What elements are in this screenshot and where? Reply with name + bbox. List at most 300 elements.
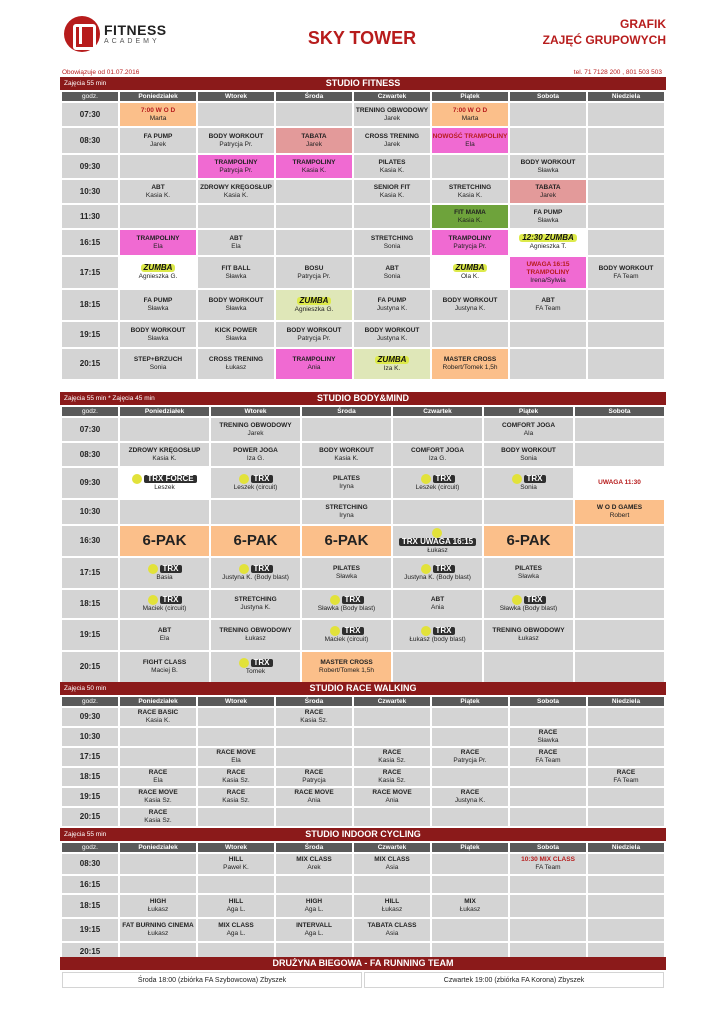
class-cell[interactable] (432, 768, 508, 786)
class-cell[interactable] (198, 205, 274, 228)
instructor-name: Justyna K. (454, 305, 486, 312)
class-cell[interactable] (484, 418, 573, 441)
class-cell[interactable] (510, 128, 586, 153)
class-cell[interactable] (120, 103, 196, 126)
class-cell[interactable] (432, 919, 508, 941)
class-cell[interactable] (276, 728, 352, 746)
class-cell[interactable] (575, 620, 664, 650)
class-cell[interactable] (510, 322, 586, 347)
class-cell[interactable] (393, 526, 482, 556)
class-cell[interactable] (354, 180, 430, 203)
class-cell[interactable] (588, 128, 664, 153)
class-cell[interactable] (588, 205, 664, 228)
class-cell[interactable] (510, 349, 586, 379)
class-cell[interactable] (120, 876, 196, 893)
class-cell[interactable] (510, 728, 586, 746)
class-cell[interactable] (198, 808, 274, 826)
class-cell[interactable] (354, 290, 430, 320)
trx-logo-icon (512, 474, 522, 484)
class-cell[interactable] (354, 103, 430, 126)
instructor-name: Łukasz (245, 635, 266, 642)
class-cell[interactable] (510, 876, 586, 893)
class-cell[interactable] (432, 788, 508, 806)
class-cell[interactable] (120, 919, 196, 941)
class-cell[interactable] (120, 526, 209, 556)
instructor-name: Kasia K. (457, 191, 483, 199)
table-row (62, 708, 664, 726)
time-cell: 17:15 (62, 257, 118, 288)
class-cell[interactable] (211, 443, 300, 466)
class-cell[interactable] (120, 290, 196, 320)
class-cell[interactable] (588, 257, 664, 288)
class-cell[interactable] (211, 590, 300, 618)
class-cell[interactable] (354, 854, 430, 874)
instructor-name: Leszek (circuit) (415, 484, 460, 491)
class-name: ABT (229, 234, 243, 242)
class-cell[interactable] (276, 876, 352, 893)
class-cell[interactable] (120, 418, 209, 441)
class-cell[interactable] (198, 230, 274, 255)
s3-header-row (62, 697, 664, 706)
class-cell[interactable] (354, 128, 430, 153)
class-name: MIX CLASS (374, 856, 410, 863)
instructor-name: Sławka (336, 573, 357, 580)
s4-duration-note: Zajęcia 55 min (64, 831, 107, 838)
instructor-name: Asia (385, 864, 399, 871)
class-name: UWAGA 16:15 TRAMPOLINY (526, 260, 570, 276)
class-cell[interactable] (276, 349, 352, 379)
class-cell[interactable] (432, 895, 508, 917)
class-cell[interactable] (211, 418, 300, 441)
class-cell[interactable] (120, 808, 196, 826)
table-row (62, 155, 664, 178)
class-cell[interactable] (432, 876, 508, 893)
class-cell[interactable] (120, 155, 196, 178)
class-cell[interactable] (393, 590, 482, 618)
class-cell[interactable] (588, 155, 664, 178)
time-cell: 09:30 (62, 155, 118, 178)
class-cell[interactable] (120, 322, 196, 347)
class-cell[interactable] (354, 876, 430, 893)
class-cell[interactable] (588, 748, 664, 766)
class-cell[interactable] (198, 290, 274, 320)
trx-badge: TRX (160, 596, 182, 604)
class-cell[interactable] (120, 128, 196, 153)
instructor-name: Iza K. (383, 364, 401, 372)
class-cell[interactable] (276, 230, 352, 255)
class-cell[interactable] (588, 290, 664, 320)
class-name: SENIOR FIT (373, 183, 411, 191)
class-cell[interactable] (120, 205, 196, 228)
table-row (62, 418, 664, 441)
class-name: HIGH (305, 898, 323, 905)
class-name: BOSU (304, 264, 324, 272)
instructor-name: Sławka (225, 305, 247, 312)
class-cell[interactable] (198, 768, 274, 786)
class-cell[interactable] (510, 854, 586, 874)
trx-badge: TRX (251, 565, 273, 573)
class-name: RACE (304, 709, 324, 716)
class-cell[interactable] (510, 180, 586, 203)
class-cell[interactable] (120, 895, 196, 917)
instructor-name: Sławka (518, 573, 539, 580)
class-cell[interactable] (432, 708, 508, 726)
class-cell[interactable] (510, 895, 586, 917)
class-cell[interactable] (120, 590, 209, 618)
class-name: MIX (464, 898, 476, 905)
class-cell[interactable] (510, 230, 586, 255)
s1-title: STUDIO FITNESS (325, 78, 401, 88)
class-cell[interactable] (510, 748, 586, 766)
class-cell[interactable] (588, 808, 664, 826)
class-cell[interactable] (198, 748, 274, 766)
trx-badge: TRX FORCE (144, 475, 196, 483)
class-cell[interactable] (354, 205, 430, 228)
class-cell[interactable] (276, 708, 352, 726)
instructor-name: Łukasz (147, 906, 169, 913)
s2-band (60, 392, 666, 405)
class-cell[interactable] (484, 500, 573, 524)
class-cell[interactable] (484, 558, 573, 588)
class-cell[interactable] (120, 500, 209, 524)
class-cell[interactable] (354, 155, 430, 178)
instructor-name: Kasia K. (223, 191, 249, 199)
class-cell[interactable] (211, 526, 300, 556)
day-header: Wtorek (211, 407, 300, 416)
class-cell[interactable] (432, 808, 508, 826)
class-cell[interactable] (588, 230, 664, 255)
time-cell: 08:30 (62, 854, 118, 874)
day-header: Niedziela (588, 697, 664, 706)
trx-badge: TRX (524, 475, 546, 483)
table-row (62, 500, 664, 524)
table-row (62, 205, 664, 228)
instructor-name: Sławka (147, 334, 169, 342)
trx-logo-icon (239, 564, 249, 574)
class-cell[interactable] (432, 180, 508, 203)
instructor-name: Agnieszka T. (529, 243, 567, 250)
s2-table (60, 405, 666, 684)
class-name: POWER JOGA (233, 446, 278, 454)
instructor-name: Patrycja Pr. (219, 166, 253, 174)
class-cell[interactable] (484, 468, 573, 498)
class-cell[interactable] (302, 526, 391, 556)
instructor-name: Kasia K. (379, 191, 405, 199)
trx-badge: TRX (524, 596, 546, 604)
class-cell[interactable] (302, 500, 391, 524)
class-cell[interactable] (575, 418, 664, 441)
class-cell[interactable] (354, 768, 430, 786)
class-cell[interactable] (276, 257, 352, 288)
trx-logo-icon (148, 564, 158, 574)
class-name: RACE (382, 769, 402, 776)
class-cell[interactable] (198, 257, 274, 288)
trx-logo-icon (432, 528, 442, 538)
class-name: STRETCHING (448, 183, 492, 191)
class-cell[interactable] (354, 728, 430, 746)
class-cell[interactable] (354, 788, 430, 806)
class-name: RACE MOVE (216, 749, 256, 756)
class-cell[interactable] (588, 708, 664, 726)
class-cell[interactable] (588, 895, 664, 917)
class-cell[interactable] (198, 155, 274, 178)
class-cell[interactable] (302, 443, 391, 466)
instructor-name: Sonia (520, 454, 537, 462)
class-cell[interactable] (276, 322, 352, 347)
class-name: RACE MOVE (294, 789, 334, 796)
class-cell[interactable] (120, 788, 196, 806)
class-name: RACE (382, 749, 402, 756)
day-header: godz. (62, 697, 118, 706)
class-cell[interactable] (276, 180, 352, 203)
table-row (62, 128, 664, 153)
class-cell[interactable] (198, 128, 274, 153)
class-cell[interactable] (302, 652, 391, 682)
class-cell[interactable] (211, 500, 300, 524)
class-cell[interactable] (211, 558, 300, 588)
instructor-name: Ela (465, 140, 475, 148)
class-cell[interactable] (432, 854, 508, 874)
class-cell[interactable] (354, 895, 430, 917)
table-row (62, 919, 664, 941)
class-cell[interactable] (588, 322, 664, 347)
class-cell[interactable] (276, 895, 352, 917)
class-cell[interactable] (198, 895, 274, 917)
class-cell[interactable] (198, 708, 274, 726)
class-cell[interactable] (588, 103, 664, 126)
table-row (62, 230, 664, 255)
instructor-name: Jarek (247, 429, 264, 437)
zumba-logo-icon: ZUMBA (141, 264, 176, 272)
class-cell[interactable] (302, 468, 391, 498)
class-cell[interactable] (393, 418, 482, 441)
class-cell[interactable] (120, 854, 196, 874)
instructor-name: Kasia K. (145, 717, 171, 724)
class-name: BODY WORKOUT (286, 326, 342, 334)
class-cell[interactable] (588, 728, 664, 746)
class-cell[interactable] (575, 468, 664, 498)
class-cell[interactable] (432, 349, 508, 379)
class-cell[interactable] (120, 768, 196, 786)
class-cell[interactable] (484, 443, 573, 466)
class-cell[interactable] (510, 919, 586, 941)
class-cell[interactable] (198, 854, 274, 874)
class-name: 6-PAK (324, 532, 369, 549)
class-cell[interactable] (276, 155, 352, 178)
class-cell[interactable] (588, 768, 664, 786)
class-cell[interactable] (198, 103, 274, 126)
instructor-name: Sonia (383, 242, 401, 250)
class-cell[interactable] (198, 180, 274, 203)
class-cell[interactable] (575, 526, 664, 556)
day-header: Środa (276, 697, 352, 706)
class-cell[interactable] (432, 155, 508, 178)
class-cell[interactable] (484, 526, 573, 556)
zumba-logo-icon: ZUMBA (453, 264, 488, 272)
class-cell[interactable] (198, 728, 274, 746)
class-cell[interactable] (432, 257, 508, 288)
class-cell[interactable] (484, 652, 573, 682)
class-cell[interactable] (120, 349, 196, 379)
class-cell[interactable] (484, 620, 573, 650)
class-cell[interactable] (120, 180, 196, 203)
class-cell[interactable] (510, 768, 586, 786)
class-cell[interactable] (393, 558, 482, 588)
trx-badge: TRX (160, 565, 182, 573)
class-cell[interactable] (575, 652, 664, 682)
instructor-name: Sonia (149, 364, 167, 371)
class-cell[interactable] (432, 290, 508, 320)
class-cell[interactable] (120, 443, 209, 466)
day-header: Czwartek (354, 843, 430, 852)
class-cell[interactable] (302, 590, 391, 618)
class-cell[interactable] (198, 919, 274, 941)
class-cell[interactable] (211, 468, 300, 498)
class-cell[interactable] (302, 620, 391, 650)
class-name: BODY WORKOUT (208, 132, 264, 140)
class-cell[interactable] (120, 620, 209, 650)
class-cell[interactable] (211, 620, 300, 650)
class-cell[interactable] (510, 788, 586, 806)
class-cell[interactable] (354, 230, 430, 255)
instructor-name: Łukasz (427, 546, 448, 554)
class-cell[interactable] (302, 558, 391, 588)
class-cell[interactable] (510, 290, 586, 320)
instructor-name: Sławka (225, 334, 247, 342)
class-cell[interactable] (432, 322, 508, 347)
class-cell[interactable] (276, 748, 352, 766)
class-cell[interactable] (198, 788, 274, 806)
class-cell[interactable] (510, 257, 586, 288)
class-cell[interactable] (432, 128, 508, 153)
class-cell[interactable] (198, 876, 274, 893)
class-cell[interactable] (276, 128, 352, 153)
instructor-name: Patrycja (302, 777, 326, 784)
running-team-thursday: Czwartek 19:00 (zbiórka FA Korona) Zbyszek (364, 972, 664, 988)
class-cell[interactable] (354, 808, 430, 826)
class-cell[interactable] (588, 919, 664, 941)
class-name: ZDROWY KRĘGOSŁUP (200, 183, 272, 191)
class-name: RACE (616, 769, 636, 776)
class-cell[interactable] (354, 349, 430, 379)
class-cell[interactable] (120, 230, 196, 255)
instructor-name: FA Team (535, 305, 561, 312)
instructor-name: Justyna K. (240, 604, 271, 611)
class-cell[interactable] (393, 468, 482, 498)
class-name: RACE (148, 809, 168, 816)
class-cell[interactable] (588, 788, 664, 806)
instructor-name: Kasia Sz. (144, 797, 172, 804)
class-cell[interactable] (588, 854, 664, 874)
class-name: TRENING OBWODOWY (355, 106, 429, 114)
class-cell[interactable] (510, 808, 586, 826)
class-cell[interactable] (510, 708, 586, 726)
time-cell: 10:30 (62, 500, 118, 524)
instructor-name: Paweł K. (223, 864, 249, 871)
instructor-name: Jarek (384, 114, 400, 122)
class-cell[interactable] (276, 768, 352, 786)
class-cell[interactable] (393, 652, 482, 682)
class-cell[interactable] (510, 103, 586, 126)
class-cell[interactable] (588, 876, 664, 893)
class-cell[interactable] (276, 205, 352, 228)
trx-badge: TRX (433, 627, 455, 635)
class-cell[interactable] (510, 155, 586, 178)
time-cell: 19:15 (62, 788, 118, 806)
class-name: CROSS TRENING (364, 132, 420, 140)
class-cell[interactable] (354, 748, 430, 766)
class-cell[interactable] (575, 590, 664, 618)
class-cell[interactable] (354, 322, 430, 347)
day-header: godz. (62, 407, 118, 416)
time-cell: 18:15 (62, 290, 118, 320)
class-cell[interactable] (302, 418, 391, 441)
trx-logo-icon (132, 474, 142, 484)
class-cell[interactable] (276, 290, 352, 320)
class-cell[interactable] (588, 349, 664, 379)
day-header: Czwartek (393, 407, 482, 416)
class-cell[interactable] (276, 103, 352, 126)
time-cell: 20:15 (62, 349, 118, 379)
trx-badge: TRX (433, 475, 455, 483)
class-cell[interactable] (198, 349, 274, 379)
class-cell[interactable] (393, 500, 482, 524)
class-cell[interactable] (484, 590, 573, 618)
class-cell[interactable] (276, 808, 352, 826)
class-cell[interactable] (211, 652, 300, 682)
class-cell[interactable] (432, 748, 508, 766)
time-cell: 20:15 (62, 943, 118, 961)
instructor-name: Iryna (339, 483, 354, 490)
logo-text-bottom: ACADEMY (104, 37, 160, 45)
running-team-band: DRUŻYNA BIEGOWA - FA RUNNING TEAM (60, 957, 666, 970)
class-cell[interactable] (510, 205, 586, 228)
class-cell[interactable] (575, 558, 664, 588)
class-name: BODY WORKOUT (442, 297, 498, 304)
class-cell[interactable] (393, 443, 482, 466)
class-cell[interactable] (393, 620, 482, 650)
table-row (62, 322, 664, 347)
class-cell[interactable] (198, 322, 274, 347)
instructor-name: Łukasz (459, 906, 481, 913)
class-cell[interactable] (354, 919, 430, 941)
class-cell[interactable] (588, 180, 664, 203)
class-cell[interactable] (276, 788, 352, 806)
class-cell[interactable] (120, 728, 196, 746)
class-cell[interactable] (276, 919, 352, 941)
class-cell[interactable] (575, 500, 664, 524)
class-cell[interactable] (120, 652, 209, 682)
class-cell[interactable] (432, 728, 508, 746)
class-cell[interactable] (354, 708, 430, 726)
class-cell[interactable] (120, 748, 196, 766)
instructor-name: Justyna K. (454, 797, 486, 804)
class-cell[interactable] (432, 103, 508, 126)
class-cell[interactable] (354, 257, 430, 288)
class-cell[interactable] (432, 205, 508, 228)
class-name: BODY WORKOUT (319, 446, 374, 454)
class-cell[interactable] (120, 468, 209, 498)
class-cell[interactable] (120, 708, 196, 726)
instructor-name: Justyna K. (Body blast) (222, 574, 289, 581)
class-cell[interactable] (120, 257, 196, 288)
class-cell[interactable] (575, 443, 664, 466)
class-cell[interactable] (120, 558, 209, 588)
trx-logo-icon (148, 595, 158, 605)
instructor-name: Robert (609, 512, 630, 519)
class-cell[interactable] (432, 230, 508, 255)
class-cell[interactable] (276, 854, 352, 874)
